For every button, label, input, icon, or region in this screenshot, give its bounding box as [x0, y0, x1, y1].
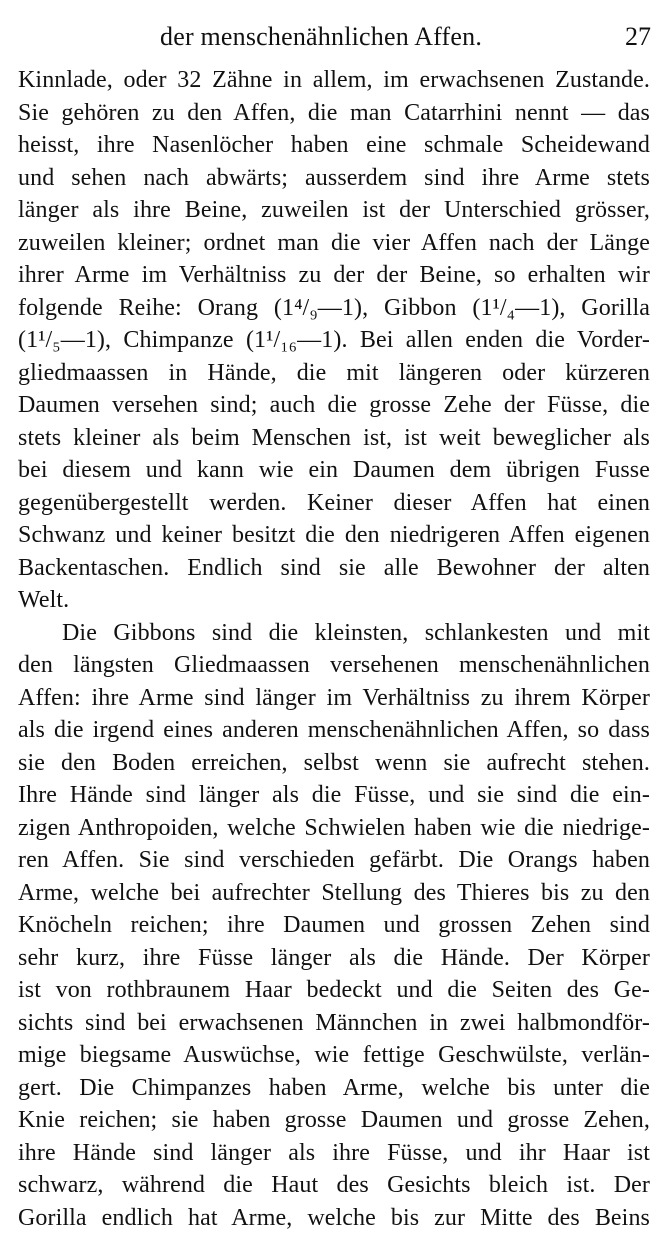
text-line: Arme, welche bei aufrechter Stellung des Thieres bis zu den	[18, 877, 650, 910]
text-line: Die Gibbons sind die kleinsten, schlankesten und mit	[18, 617, 650, 650]
text-line: sehr kurz, ihre Füsse länger als die Hände. Der Körper	[18, 942, 650, 975]
text-line: Knie reichen; sie haben grosse Daumen und grosse Zehen,	[18, 1104, 650, 1137]
page-header	[0, 22, 667, 56]
text-line: Kinnlade, oder 32 Zähne in allem, im erwachsenen Zustande.	[18, 64, 650, 97]
text-line: (1¹/₅—1), Chimpanze (1¹/₁₆—1). Bei allen enden die Vorder-	[18, 324, 650, 357]
text-line: gegenübergestellt werden. Keiner dieser Affen hat einen	[18, 487, 650, 520]
text-line: länger als ihre Beine, zuweilen ist der Unterschied grösser,	[18, 194, 650, 227]
text-line: den längsten Gliedmaassen versehenen menschenähnlichen	[18, 649, 650, 682]
text-line: bei diesem und kann wie ein Daumen dem übrigen Fusse	[18, 454, 650, 487]
text-line: ist von rothbraunem Haar bedeckt und die Seiten des Ge-	[18, 974, 650, 1007]
text-line: Sie gehören zu den Affen, die man Catarrhini nennt — das	[18, 97, 650, 130]
text-line: folgende Reihe: Orang (1⁴/₉—1), Gibbon (1¹/₄—1), Gorilla	[18, 292, 650, 325]
text-line: Backentaschen. Endlich sind sie alle Bewohner der alten	[18, 552, 650, 585]
text-line: zigen Anthropoiden, welche Schwielen haben wie die niedrige-	[18, 812, 650, 845]
paragraph-1	[18, 64, 650, 617]
text-line: und sehen nach abwärts; ausserdem sind ihre Arme stets	[18, 162, 650, 195]
text-line: Daumen versehen sind; auch die grosse Zehe der Füsse, die	[18, 389, 650, 422]
page-number: 27	[625, 22, 651, 52]
text-line: sie den Boden erreichen, selbst wenn sie aufrecht stehen.	[18, 747, 650, 780]
text-line: Gorilla endlich hat Arme, welche bis zur Mitte des Beins	[18, 1202, 650, 1234]
text-line: sichts sind bei erwachsenen Männchen in zwei halbmondför-	[18, 1007, 650, 1040]
text-line: zuweilen kleiner; ordnet man die vier Affen nach der Länge	[18, 227, 650, 260]
text-line: ren Affen. Sie sind verschieden gefärbt. Die Orangs haben	[18, 844, 650, 877]
text-line: ihrer Arme im Verhältniss zu der der Beine, so erhalten wir	[18, 259, 650, 292]
paragraph-2	[18, 617, 650, 1234]
text-line: Schwanz und keiner besitzt die den niedrigeren Affen eigenen	[18, 519, 650, 552]
text-line: heisst, ihre Nasenlöcher haben eine schmale Scheidewand	[18, 129, 650, 162]
text-line: ihre Hände sind länger als ihre Füsse, und ihr Haar ist	[18, 1137, 650, 1170]
text-line: Knöcheln reichen; ihre Daumen und grossen Zehen sind	[18, 909, 650, 942]
text-line: Ihre Hände sind länger als die Füsse, und sie sind die ein-	[18, 779, 650, 812]
running-title: der menschenähnlichen Affen.	[160, 22, 482, 52]
text-line: mige biegsame Auswüchse, wie fettige Geschwülste, verlän-	[18, 1039, 650, 1072]
text-line: Welt.	[18, 584, 650, 617]
text-line: schwarz, während die Haut des Gesichts bleich ist. Der	[18, 1169, 650, 1202]
text-line: gert. Die Chimpanzes haben Arme, welche bis unter die	[18, 1072, 650, 1105]
body-text	[18, 64, 650, 1234]
text-line: Affen: ihre Arme sind länger im Verhältniss zu ihrem Körper	[18, 682, 650, 715]
text-line: als die irgend eines anderen menschenähnlichen Affen, so dass	[18, 714, 650, 747]
text-line: stets kleiner als beim Menschen ist, ist weit beweglicher als	[18, 422, 650, 455]
text-line: gliedmaassen in Hände, die mit längeren oder kürzeren	[18, 357, 650, 390]
